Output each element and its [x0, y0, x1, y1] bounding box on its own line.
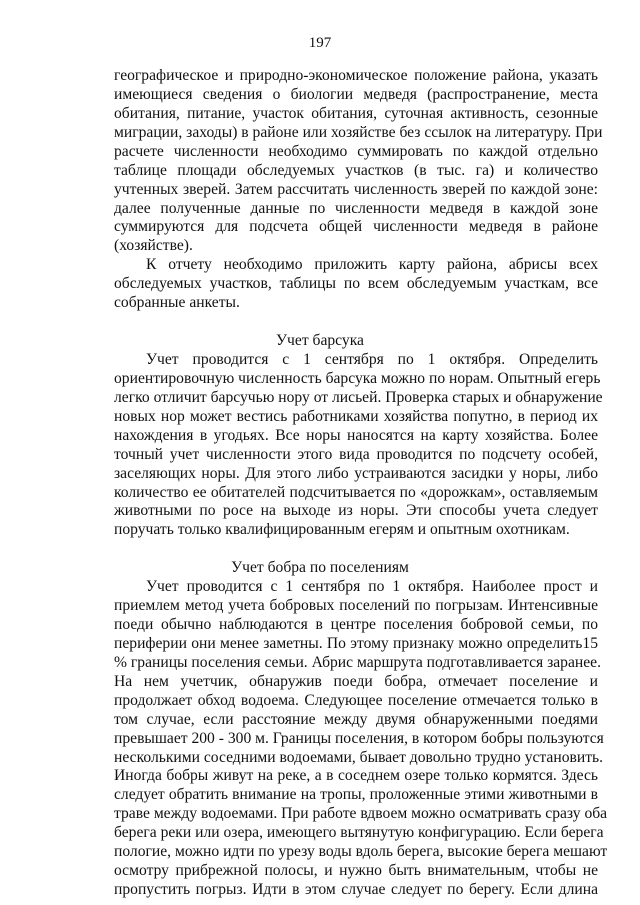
text-line: пологие, можно идти по урезу воды вдоль берега, высокие берега мешают: [114, 843, 608, 861]
text-line: заселяющих норы. Для этого либо устраиваются засидки у норы, либо: [114, 464, 598, 482]
text-line: количество ее обитателей подсчитывается по «дорожкам», оставляемым: [114, 483, 598, 501]
text-line: географическое и природно-экономическое положение района, указать: [114, 67, 598, 84]
text-line: (хозяйстве).: [114, 237, 193, 255]
text-line: обитания, питание, участок обитания, суточная активность, сезонные: [114, 104, 598, 122]
text-line: К отчету необходимо приложить карту района, абрисы всех: [146, 256, 598, 274]
text-line: миграции, заходы) в районе или хозяйстве без ссылок на литературу. При: [114, 123, 603, 141]
text-line: ориентировочную численность барсука можно по норам. Опытный егерь: [114, 369, 601, 387]
text-line: собранные анкеты.: [114, 294, 240, 312]
text-line: точный учет численности этого вида проводится по подсчету особей,: [114, 445, 598, 463]
text-line: берега реки или озера, имеющего вытянутую конфигурацию. Если берега: [114, 824, 604, 842]
text-line: превышает 200 - 300 м. Границы поселения, в котором бобры пользуются: [114, 729, 604, 747]
text-line: следует обратить внимание на тропы, проложенные этими животными в: [114, 786, 598, 804]
text-line: имеющиеся сведения о биологии медведя (распространение, места: [114, 85, 598, 103]
text-line: обследуемых участков, таблицы по всем обследуемым участкам, все: [114, 275, 598, 293]
text-line: поручать только квалифицированным егерям и опытным охотникам.: [114, 521, 570, 539]
text-line: продолжает обход водоема. Следующее поселение отмечается только в: [114, 691, 598, 709]
text-line: том случае, если расстояние между двумя обнаруженными поедями: [114, 710, 598, 728]
text-line: нахождения в угодьях. Все норы наносятся на карту хозяйства. Более: [114, 426, 598, 444]
text-line: траве между водоемами. При работе вдвоем можно осматривать сразу оба: [114, 805, 608, 823]
text-line: таблице площади обследуемых участков (в тыс. га) и количество: [114, 161, 598, 179]
text-line: пропустить погрыз. Идти в этом случае следует по берегу. Если длина: [114, 881, 598, 898]
text-line: далее полученные данные по численности медведя в каждой зоне: [114, 199, 598, 217]
text-line: приемлем метод учета бобровых поселений по погрызам. Интенсивные: [114, 597, 598, 614]
text-line: Учет проводится с 1 сентября по 1 октября. Наиболее прост и: [146, 578, 598, 596]
page-number: 197: [308, 35, 332, 51]
section-heading-beaver: Учет бобра по поселениям: [231, 559, 409, 577]
section-heading-badger: Учет барсука: [276, 332, 364, 349]
text-line: расчете численности необходимо суммировать по каждой отдельно: [114, 142, 598, 160]
text-line: суммируются для подсчета общей численности медведя в районе: [114, 218, 598, 236]
text-line: новых нор может вестись работниками хозяйства попутно, в период их: [114, 407, 598, 425]
text-line: Иногда бобры живут на реке, а в соседнем озере только кормятся. Здесь: [114, 767, 598, 785]
text-line: легко отличит барсучью нору от лисьей. Проверка старых и обнаружение: [114, 388, 603, 406]
text-line: несколькими соседними водоемами, бывает довольно трудно установить.: [114, 748, 604, 766]
text-line: На нем учетчик, обнаружив поеди бобра, отмечает поселение и: [114, 672, 598, 690]
text-line: поеди обычно наблюдаются в центре поселения бобровой семьи, по: [114, 616, 598, 633]
text-line: учтенных зверей. Затем рассчитать численность зверей по каждой зоне:: [114, 180, 598, 198]
text-line: % границы поселения семьи. Абрис маршрута подготавливается заранее.: [114, 653, 601, 671]
text-line: Учет проводится с 1 сентября по 1 октября. Определить: [146, 351, 598, 368]
text-line: периферии они менее заметны. По этому признаку можно определить15: [114, 634, 598, 652]
text-line: осмотру прибрежной полосы, и нужно быть внимательным, чтобы не: [114, 862, 598, 880]
text-line: животными по росе на выходе из норы. Эти способы учета следует: [114, 502, 598, 520]
